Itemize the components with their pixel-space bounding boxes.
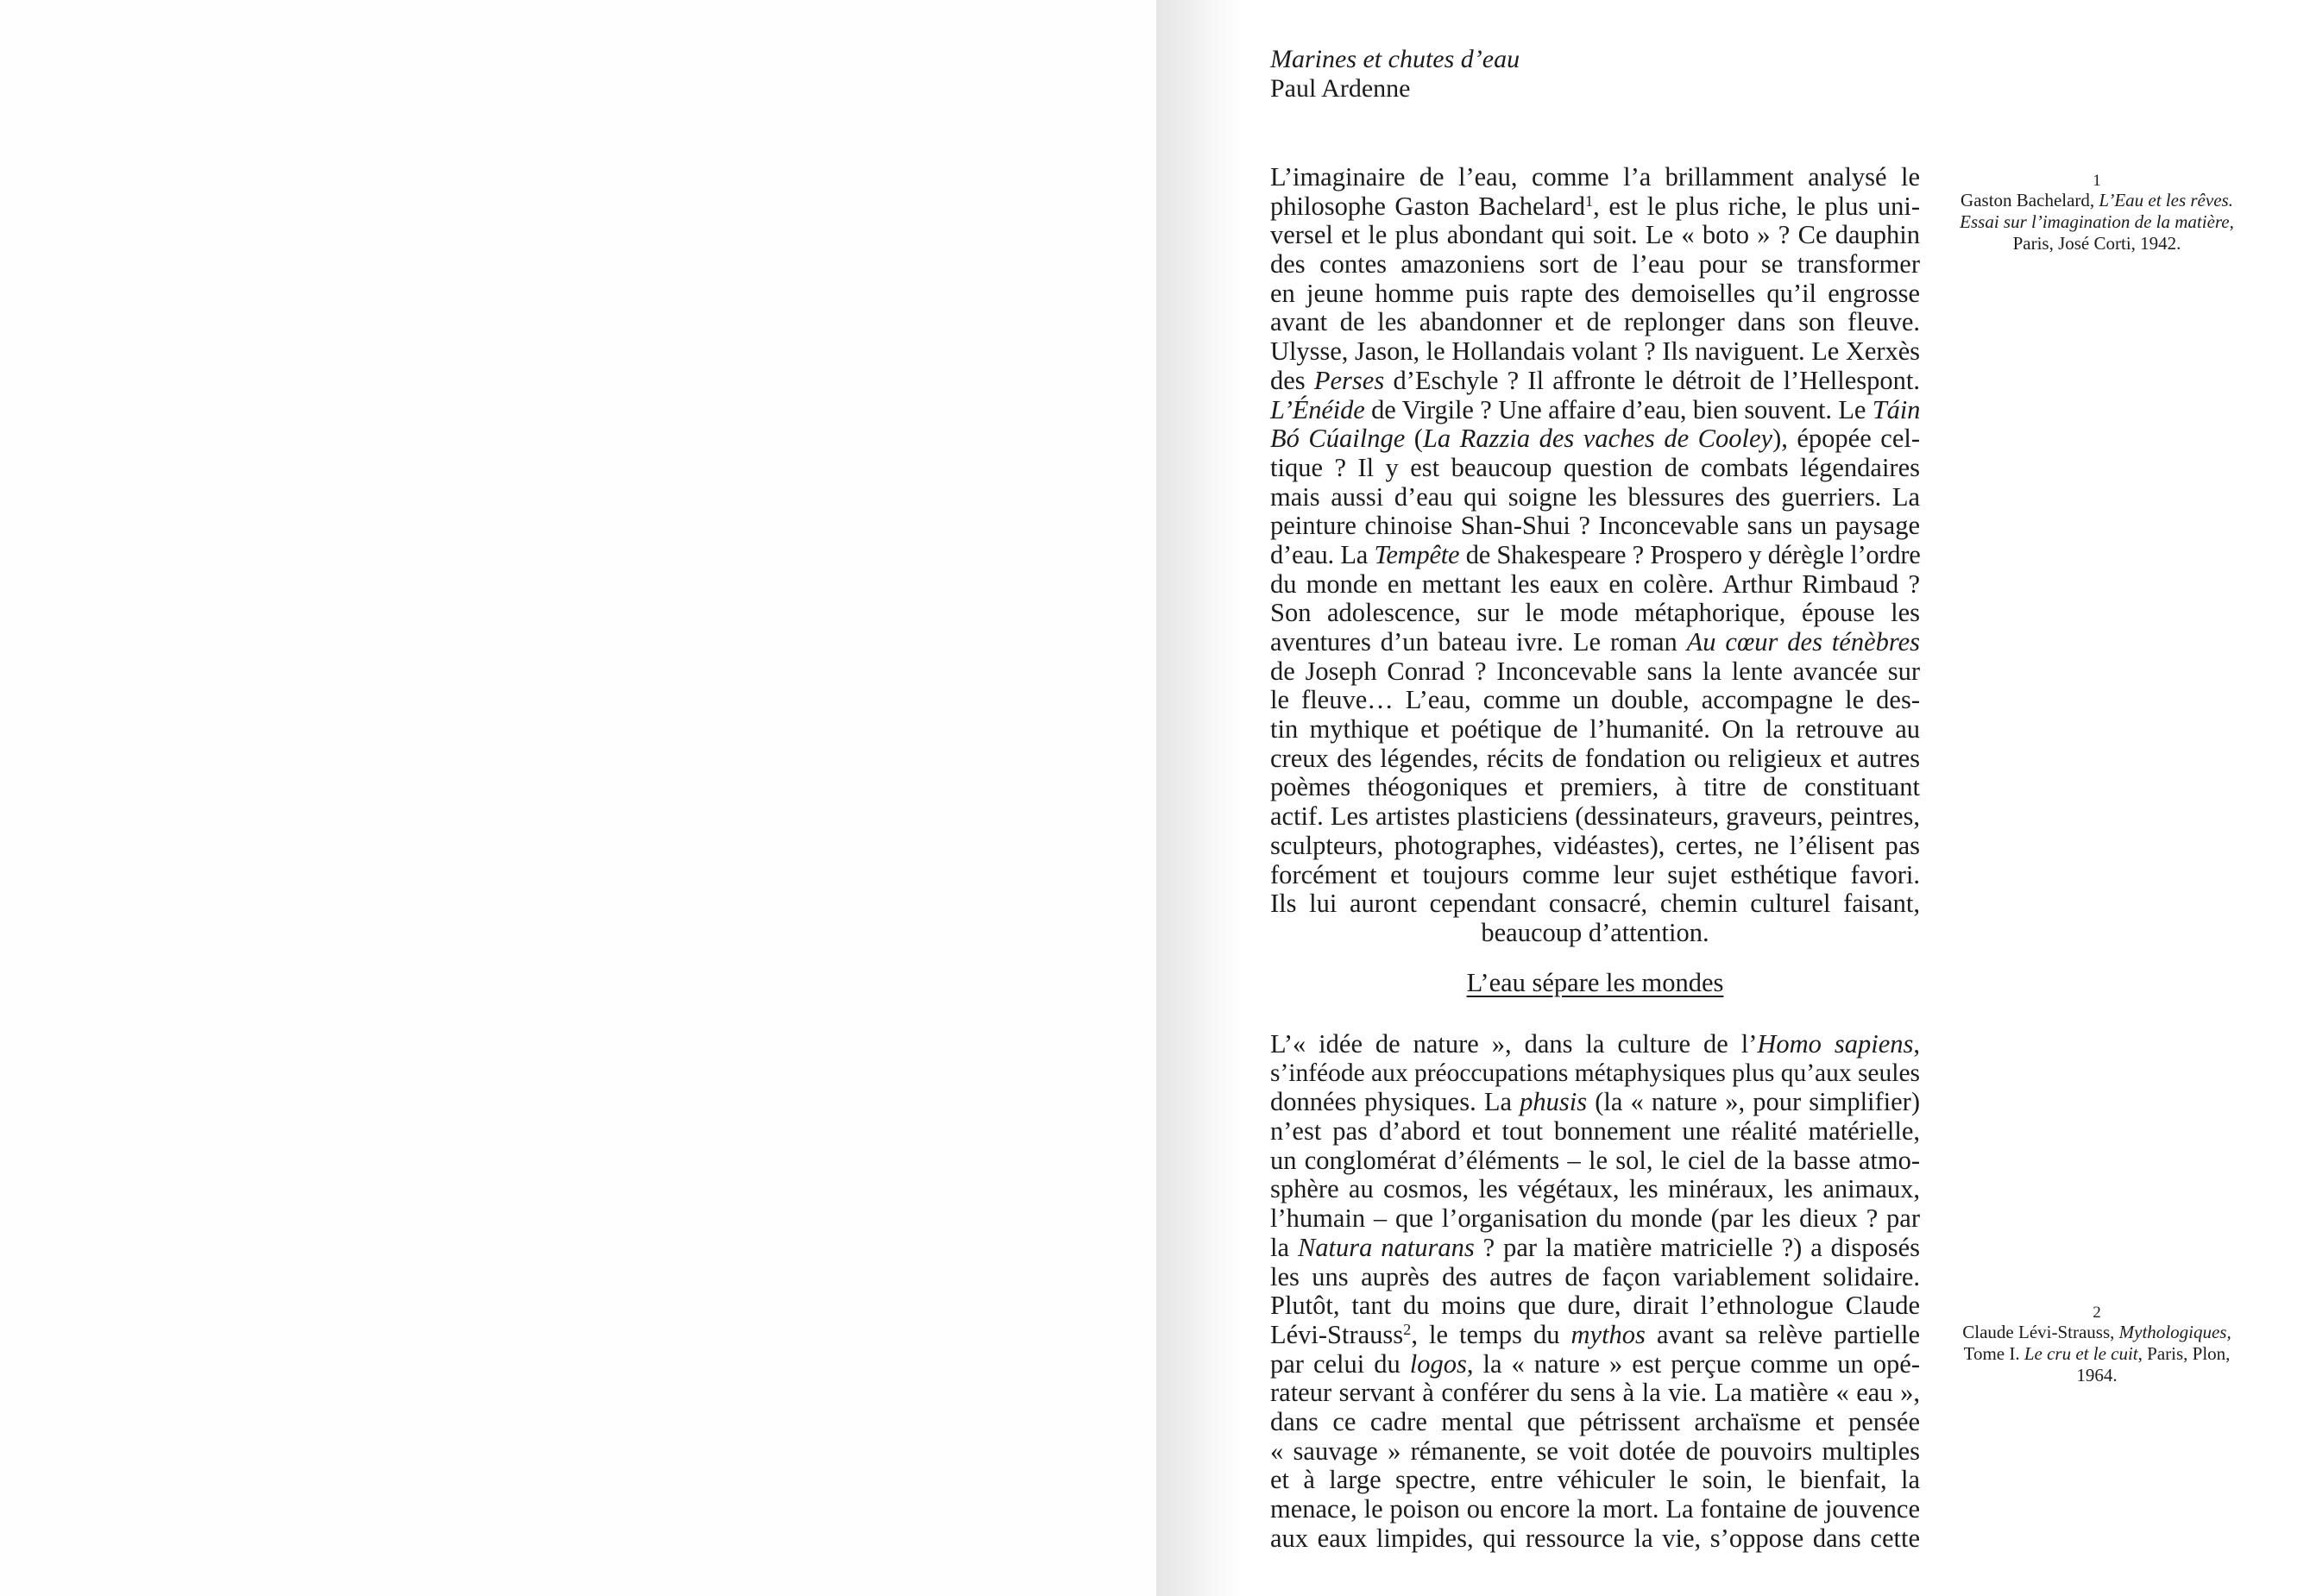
text-run: , (2229, 211, 2234, 232)
paragraph-line (1270, 802, 1920, 832)
footnote-1 (1942, 173, 2252, 254)
paragraph-line (1270, 1059, 1920, 1089)
paragraph-line (1270, 1379, 1920, 1408)
text-run: mais aussi d’eau qui soigne les blessures des guerriers. La (1270, 481, 1920, 512)
text-run: peinture chinoise Shan-Shui ? Inconcevable sans un paysage (1270, 511, 1920, 541)
text-run: (la « nature », pour simplifier) (1587, 1087, 1920, 1117)
text-run: s’inféode aux préoccupations métaphysiques plus qu’aux seules (1270, 1059, 1920, 1087)
italic-text: Homo sapiens (1757, 1029, 1914, 1059)
section-heading-text: L’eau sépare les mondes (1466, 968, 1724, 997)
text-run: Paris, José Corti, 1942. (2012, 233, 2181, 254)
body-section-1 (1270, 163, 1920, 948)
footnote-reference: 1 (1585, 192, 1594, 210)
paragraph-line (1270, 686, 1920, 715)
italic-text: mythos (1570, 1319, 1646, 1349)
text-run: rateur servant à conférer du sens à la vie. La matière « eau », (1270, 1378, 1920, 1408)
text-run: Lévi-Strauss (1270, 1319, 1404, 1349)
text-run: n’est pas d’abord et tout bonnement une réalité matérielle, (1270, 1116, 1920, 1147)
paragraph-line (1270, 512, 1920, 541)
text-run: , le temps du (1411, 1319, 1571, 1349)
paragraph-line (1270, 483, 1920, 512)
footnote-number: 2 (2093, 1304, 2101, 1322)
footnote-line (1942, 211, 2252, 233)
paragraph-line (1270, 1524, 1920, 1554)
text-run: les uns auprès des autres de façon variablement solidaire. (1270, 1261, 1920, 1291)
paragraph-line (1270, 715, 1920, 745)
paragraph-line (1270, 1408, 1920, 1437)
italic-text: L’Eau et les rêves. (2099, 190, 2233, 210)
text-run: Claude Lévi-Strauss, (1962, 1322, 2119, 1342)
paragraph-line (1270, 1437, 1920, 1467)
paragraph-line (1270, 1175, 1920, 1204)
text-run: de Virgile ? Une affaire d’eau, bien souvent. Le (1364, 394, 1873, 424)
text-run: menace, le poison ou encore la mort. La fontaine de jouvence (1270, 1494, 1920, 1524)
paragraph-line (1270, 250, 1920, 280)
footnote-line (1942, 1365, 2252, 1386)
text-run: ), épopée cel- (1772, 424, 1920, 454)
text-run: versel et le plus abondant qui soit. Le « boto » ? Ce dauphin (1270, 220, 1920, 250)
text-run: creux des légendes, récits de fondation ou religieux et autres (1270, 743, 1920, 773)
italic-text: Perses (1313, 365, 1385, 395)
paragraph-line (1270, 192, 1920, 222)
text-run: aux eaux limpides, qui ressource la vie, s’oppose dans cette (1270, 1523, 1920, 1553)
italic-text: Au cœur des ténèbres (1686, 627, 1920, 657)
text-run: beaucoup d’attention. (1481, 917, 1709, 947)
paragraph-line (1270, 1291, 1920, 1321)
paragraph-line (1270, 628, 1920, 657)
footnote-line (1942, 233, 2252, 254)
italic-text: La Razzia des vaches de Cooley (1422, 424, 1773, 454)
text-run: dans ce cadre mental que pétrissent archaïsme et pensée (1270, 1406, 1920, 1436)
text-run: , Paris, Plon, (2137, 1343, 2231, 1364)
text-run: 1964. (2076, 1365, 2118, 1386)
italic-text: Essai sur l’imagination de la matière (1960, 211, 2230, 232)
text-run: Plutôt, tant du moins que dure, dirait l’ethnologue Claude (1270, 1291, 1920, 1321)
essay-title: Marines et chutes d’eau (1270, 45, 1520, 73)
text-run: par celui du (1270, 1348, 1410, 1379)
text-run: Tome I. (1963, 1343, 2024, 1364)
text-run: philosophe Gaston Bachelard (1270, 191, 1586, 221)
text-run: , est le plus riche, le plus uni- (1593, 191, 1920, 221)
paragraph-line (1270, 570, 1920, 600)
paragraph-line (1270, 1263, 1920, 1292)
text-run: de Shakespeare ? Prospero y dérègle l’ordre (1459, 539, 1921, 569)
text-run: sculpteurs, photographes, vidéastes), certes, ne l’élisent pas (1270, 830, 1920, 860)
paragraph-line (1270, 1466, 1920, 1495)
paragraph-line (1270, 657, 1920, 687)
italic-text: Tempête (1374, 539, 1460, 569)
footnote-2 (1942, 1304, 2252, 1386)
paragraph-line (1270, 832, 1920, 861)
text-run: Gaston Bachelard, (1961, 190, 2099, 210)
italic-text: logos (1409, 1348, 1467, 1379)
text-run: données physiques. La (1270, 1087, 1520, 1117)
paragraph-line (1270, 919, 1920, 948)
paragraph-line (1270, 1234, 1920, 1263)
text-run: le fleuve… L’eau, comme un double, accompagne le des- (1270, 685, 1920, 715)
footnote-line (1942, 1343, 2252, 1365)
italic-text: Táin (1872, 394, 1921, 424)
text-run: , la « nature » est perçue comme un opé- (1466, 1348, 1920, 1379)
text-run: l’humain – que l’organisation du monde (par les dieux ? par (1270, 1203, 1920, 1234)
text-run: en jeune homme puis rapte des demoiselles qu’il engrosse (1270, 278, 1920, 308)
italic-text: L’Énéide (1270, 394, 1365, 424)
paragraph-line (1270, 1321, 1920, 1350)
text-run: actif. Les artistes plasticiens (dessinateurs, graveurs, peintres, (1270, 801, 1920, 832)
paragraph-line (1270, 1117, 1920, 1147)
paragraph-line (1270, 163, 1920, 192)
text-run: sphère au cosmos, les végétaux, les minéraux, les animaux, (1270, 1174, 1920, 1204)
text-run: des (1270, 365, 1314, 395)
text-run: poèmes théogoniques et premiers, à titre de constituant (1270, 772, 1920, 802)
section-heading (1270, 968, 1920, 997)
paragraph-line (1270, 1350, 1920, 1379)
text-run: un conglomérat d’éléments – le sol, le ciel de la basse atmo- (1270, 1145, 1920, 1175)
text-run: L’« idée de nature », dans la culture de l’ (1270, 1029, 1758, 1059)
text-run: avant de les abandonner et de replonger dans son fleuve. (1270, 307, 1920, 337)
paragraph-line (1270, 599, 1920, 628)
paragraph-line (1270, 745, 1920, 774)
text-run: et à large spectre, entre véhiculer le soin, le bienfait, la (1270, 1465, 1920, 1495)
paragraph-line (1270, 337, 1920, 367)
text-run: avant sa relève partielle (1645, 1319, 1920, 1349)
text-run: Ulysse, Jason, le Hollandais volant ? Ils naviguent. Le Xerxès (1270, 336, 1920, 367)
text-run: des contes amazoniens sort de l’eau pour se transformer (1270, 249, 1920, 280)
footnote-line (1942, 190, 2252, 211)
text-run: la (1270, 1232, 1298, 1262)
text-run: aventures d’un bateau ivre. Le roman (1270, 627, 1687, 657)
paragraph-line (1270, 1088, 1920, 1117)
italic-text: Bó Cúailnge (1270, 424, 1406, 454)
footnote-number: 1 (2093, 172, 2101, 190)
text-run: forcément et toujours comme leur sujet esthétique favori. (1270, 859, 1920, 889)
book-gutter-shadow (1156, 0, 1243, 1596)
footnote-line (1942, 1322, 2252, 1343)
text-run: , (1913, 1029, 1920, 1059)
text-run: d’Eschyle ? Il affronte le détroit de l’Hellespont. (1384, 365, 1920, 395)
italic-text: Mythologiques, (2118, 1322, 2231, 1342)
page-header (1270, 45, 1520, 104)
paragraph-line (1270, 773, 1920, 802)
paragraph-line (1270, 367, 1920, 396)
text-run: Ils lui auront cependant consacré, chemin culturel faisant, (1270, 889, 1920, 919)
paragraph-line (1270, 1030, 1920, 1059)
paragraph-line (1270, 308, 1920, 337)
paragraph-line (1270, 541, 1920, 570)
paragraph-line (1270, 889, 1920, 919)
paragraph-line (1270, 396, 1920, 425)
text-run: tin mythique et poétique de l’humanité. On la retrouve au (1270, 714, 1920, 745)
paragraph-line (1270, 1495, 1920, 1524)
text-run: L’imaginaire de l’eau, comme l’a brillamment analysé le (1270, 162, 1920, 192)
paragraph-line (1270, 424, 1920, 454)
author-name: Paul Ardenne (1270, 74, 1411, 103)
text-run: tique ? Il y est beaucoup question de combats légendaires (1270, 452, 1920, 482)
paragraph-line (1270, 454, 1920, 483)
text-run: Son adolescence, sur le mode métaphorique, épouse les (1270, 598, 1920, 628)
paragraph-line (1270, 861, 1920, 890)
paragraph-line (1270, 1204, 1920, 1234)
paragraph-line (1270, 1147, 1920, 1176)
text-run: de Joseph Conrad ? Inconcevable sans la lente avancée sur (1270, 656, 1920, 686)
text-run: du monde en mettant les eaux en colère. Arthur Rimbaud ? (1270, 569, 1920, 599)
text-run: « sauvage » rémanente, se voit dotée de pouvoirs multiples (1270, 1436, 1920, 1466)
italic-text: Le cru et le cuit (2024, 1343, 2138, 1364)
footnote-reference: 2 (1403, 1320, 1412, 1338)
paragraph-line (1270, 221, 1920, 250)
text-run: ? par la matière matricielle ?) a disposés (1474, 1232, 1921, 1262)
paragraph-line (1270, 280, 1920, 309)
italic-text: Natura naturans (1297, 1232, 1475, 1262)
text-run: ( (1405, 424, 1423, 454)
text-run: d’eau. La (1270, 539, 1375, 569)
italic-text: phusis (1520, 1087, 1588, 1117)
body-section-2 (1270, 1030, 1920, 1553)
